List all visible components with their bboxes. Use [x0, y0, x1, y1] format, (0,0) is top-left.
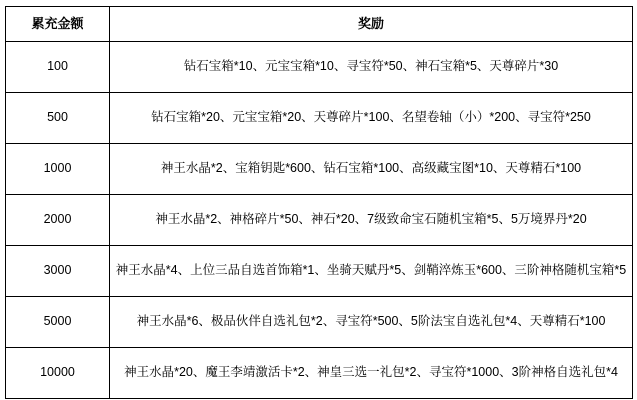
cell-reward: 神王水晶*20、魔王李靖激活卡*2、神皇三选一礼包*2、寻宝符*1000、3阶神格自选礼包*4	[110, 348, 633, 399]
table-header	[6, 7, 633, 42]
cell-reward: 钻石宝箱*10、元宝宝箱*10、寻宝符*50、神石宝箱*5、天尊碎片*30	[110, 42, 633, 93]
cell-amount: 100	[6, 42, 110, 93]
table-row	[6, 348, 633, 399]
cell-amount: 5000	[6, 297, 110, 348]
header-reward: 奖励	[110, 7, 633, 42]
table-row	[6, 42, 633, 93]
cell-reward: 神王水晶*6、极品伙伴自选礼包*2、寻宝符*500、5阶法宝自选礼包*4、天尊精石*100	[110, 297, 633, 348]
header-amount: 累充金额	[6, 7, 110, 42]
cell-reward: 神王水晶*2、宝箱钥匙*600、钻石宝箱*100、高级藏宝图*10、天尊精石*100	[110, 144, 633, 195]
cell-reward: 神王水晶*4、上位三品自选首饰箱*1、坐骑天赋丹*5、剑鞘淬炼玉*600、三阶神格随机宝箱*5	[110, 246, 633, 297]
table-row	[6, 144, 633, 195]
cell-amount: 500	[6, 93, 110, 144]
cell-amount: 3000	[6, 246, 110, 297]
cell-amount: 2000	[6, 195, 110, 246]
table-row	[6, 246, 633, 297]
cell-amount: 1000	[6, 144, 110, 195]
cell-amount: 10000	[6, 348, 110, 399]
table-body	[6, 42, 633, 399]
table-row	[6, 297, 633, 348]
cell-reward: 钻石宝箱*20、元宝宝箱*20、天尊碎片*100、名望卷轴（小）*200、寻宝符*250	[110, 93, 633, 144]
table-header-row	[6, 7, 633, 42]
recharge-reward-table	[5, 6, 633, 399]
table-row	[6, 93, 633, 144]
cell-reward: 神王水晶*2、神格碎片*50、神石*20、7级致命宝石随机宝箱*5、5万境界丹*20	[110, 195, 633, 246]
table-row	[6, 195, 633, 246]
